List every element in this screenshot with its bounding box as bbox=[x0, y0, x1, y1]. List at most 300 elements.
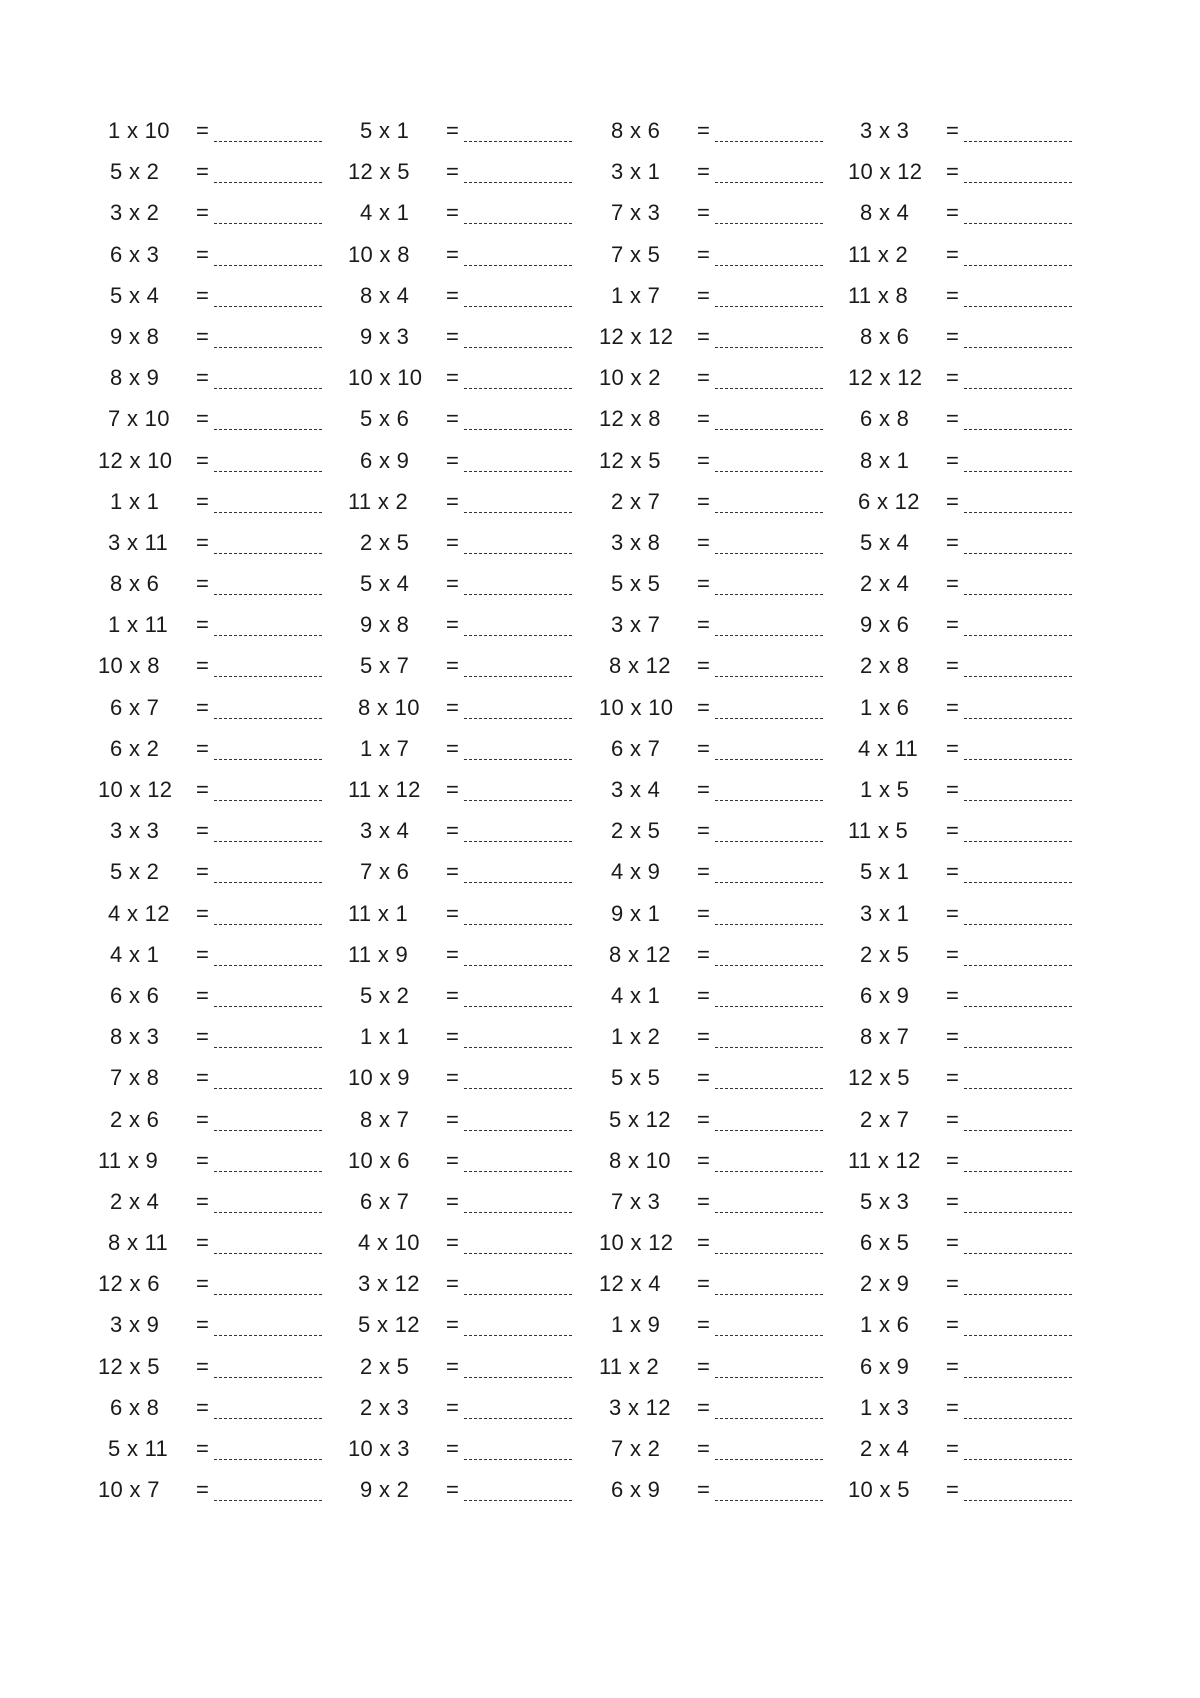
answer-blank[interactable] bbox=[964, 236, 1072, 266]
answer-blank[interactable] bbox=[464, 1306, 572, 1336]
answer-blank[interactable] bbox=[214, 730, 322, 760]
equals-sign: = bbox=[946, 1024, 959, 1050]
answer-blank[interactable] bbox=[715, 1348, 823, 1378]
answer-blank[interactable] bbox=[464, 565, 572, 595]
equals-sign: = bbox=[196, 612, 209, 638]
answer-blank[interactable] bbox=[464, 442, 572, 472]
answer-blank[interactable] bbox=[464, 1430, 572, 1460]
answer-blank[interactable] bbox=[214, 853, 322, 883]
answer-blank[interactable] bbox=[464, 483, 572, 513]
problem-expression: 6 x 3 bbox=[110, 241, 160, 267]
answer-blank[interactable] bbox=[214, 1224, 322, 1254]
answer-blank[interactable] bbox=[964, 277, 1072, 307]
problem-row bbox=[599, 1430, 849, 1471]
equals-sign: = bbox=[446, 859, 459, 885]
answer-blank[interactable] bbox=[464, 977, 572, 1007]
problem-expression: 6 x 6 bbox=[110, 982, 160, 1008]
equals-sign: = bbox=[446, 529, 459, 555]
equals-sign: = bbox=[946, 406, 959, 432]
problem-column-1 bbox=[98, 112, 348, 1512]
equals-sign: = bbox=[946, 200, 959, 226]
equals-sign: = bbox=[697, 1230, 710, 1256]
answer-blank[interactable] bbox=[214, 689, 322, 719]
problem-expression: 5 x 4 bbox=[110, 282, 160, 308]
problem-row bbox=[98, 1430, 348, 1471]
problem-row bbox=[599, 1059, 849, 1100]
problem-row bbox=[848, 936, 1098, 977]
problem-expression: 10 x 5 bbox=[848, 1477, 910, 1503]
answer-blank[interactable] bbox=[964, 483, 1072, 513]
answer-blank[interactable] bbox=[715, 1142, 823, 1172]
equals-sign: = bbox=[697, 365, 710, 391]
answer-blank[interactable] bbox=[964, 1306, 1072, 1336]
equals-sign: = bbox=[196, 488, 209, 514]
problem-row bbox=[848, 1059, 1098, 1100]
answer-blank[interactable] bbox=[715, 1059, 823, 1089]
answer-blank[interactable] bbox=[214, 771, 322, 801]
problem-expression: 10 x 7 bbox=[98, 1477, 160, 1503]
answer-blank[interactable] bbox=[464, 318, 572, 348]
answer-blank[interactable] bbox=[214, 895, 322, 925]
equals-sign: = bbox=[196, 1271, 209, 1297]
answer-blank[interactable] bbox=[964, 1389, 1072, 1419]
answer-blank[interactable] bbox=[964, 1348, 1072, 1378]
answer-blank[interactable] bbox=[214, 1101, 322, 1131]
answer-blank[interactable] bbox=[715, 1471, 823, 1501]
equals-sign: = bbox=[946, 818, 959, 844]
problem-row bbox=[348, 853, 598, 894]
answer-blank[interactable] bbox=[715, 1430, 823, 1460]
equals-sign: = bbox=[446, 941, 459, 967]
answer-blank[interactable] bbox=[214, 936, 322, 966]
answer-blank[interactable] bbox=[715, 565, 823, 595]
problem-expression: 2 x 6 bbox=[110, 1106, 160, 1132]
answer-blank[interactable] bbox=[214, 400, 322, 430]
answer-blank[interactable] bbox=[214, 236, 322, 266]
answer-blank[interactable] bbox=[715, 895, 823, 925]
equals-sign: = bbox=[446, 1353, 459, 1379]
answer-blank[interactable] bbox=[715, 1018, 823, 1048]
problem-expression: 2 x 5 bbox=[360, 529, 410, 555]
equals-sign: = bbox=[446, 1024, 459, 1050]
problem-expression: 11 x 2 bbox=[348, 488, 409, 514]
equals-sign: = bbox=[946, 1106, 959, 1132]
answer-blank[interactable] bbox=[214, 277, 322, 307]
answer-blank[interactable] bbox=[464, 1224, 572, 1254]
answer-blank[interactable] bbox=[964, 895, 1072, 925]
problem-expression: 9 x 2 bbox=[360, 1477, 410, 1503]
problem-expression: 1 x 1 bbox=[360, 1024, 410, 1050]
answer-blank[interactable] bbox=[214, 1183, 322, 1213]
answer-blank[interactable] bbox=[964, 1142, 1072, 1172]
problem-row bbox=[599, 318, 849, 359]
equals-sign: = bbox=[196, 1394, 209, 1420]
answer-blank[interactable] bbox=[715, 359, 823, 389]
answer-blank[interactable] bbox=[214, 318, 322, 348]
problem-expression: 8 x 6 bbox=[110, 571, 160, 597]
problem-expression: 11 x 2 bbox=[848, 241, 909, 267]
answer-blank[interactable] bbox=[964, 359, 1072, 389]
problem-row bbox=[348, 1018, 598, 1059]
equals-sign: = bbox=[946, 488, 959, 514]
equals-sign: = bbox=[697, 900, 710, 926]
answer-blank[interactable] bbox=[715, 689, 823, 719]
problem-row bbox=[98, 442, 348, 483]
answer-blank[interactable] bbox=[715, 1389, 823, 1419]
equals-sign: = bbox=[446, 159, 459, 185]
problem-row bbox=[348, 895, 598, 936]
answer-blank[interactable] bbox=[964, 1224, 1072, 1254]
equals-sign: = bbox=[196, 447, 209, 473]
answer-blank[interactable] bbox=[715, 771, 823, 801]
answer-blank[interactable] bbox=[715, 194, 823, 224]
problem-row bbox=[599, 565, 849, 606]
equals-sign: = bbox=[446, 818, 459, 844]
problem-row bbox=[599, 1348, 849, 1389]
problem-expression: 11 x 9 bbox=[348, 941, 409, 967]
answer-blank[interactable] bbox=[464, 1101, 572, 1131]
answer-blank[interactable] bbox=[214, 565, 322, 595]
answer-blank[interactable] bbox=[715, 977, 823, 1007]
problem-expression: 8 x 12 bbox=[609, 941, 671, 967]
problem-row bbox=[848, 1348, 1098, 1389]
answer-blank[interactable] bbox=[214, 153, 322, 183]
answer-blank[interactable] bbox=[715, 442, 823, 472]
answer-blank[interactable] bbox=[464, 112, 572, 142]
answer-blank[interactable] bbox=[464, 895, 572, 925]
answer-blank[interactable] bbox=[214, 1018, 322, 1048]
answer-blank[interactable] bbox=[464, 1142, 572, 1172]
problem-row bbox=[348, 1224, 598, 1265]
problem-expression: 6 x 9 bbox=[360, 447, 410, 473]
problem-row bbox=[848, 812, 1098, 853]
answer-blank[interactable] bbox=[214, 112, 322, 142]
problem-row bbox=[98, 812, 348, 853]
problem-expression: 9 x 8 bbox=[360, 612, 410, 638]
problem-row bbox=[848, 565, 1098, 606]
problem-expression: 12 x 6 bbox=[98, 1271, 160, 1297]
problem-expression: 12 x 12 bbox=[848, 365, 923, 391]
answer-blank[interactable] bbox=[464, 1471, 572, 1501]
problem-column-2 bbox=[348, 112, 598, 1512]
answer-blank[interactable] bbox=[715, 606, 823, 636]
equals-sign: = bbox=[697, 1353, 710, 1379]
problem-expression: 2 x 9 bbox=[860, 1271, 910, 1297]
answer-blank[interactable] bbox=[464, 153, 572, 183]
answer-blank[interactable] bbox=[214, 977, 322, 1007]
answer-blank[interactable] bbox=[964, 565, 1072, 595]
problem-row bbox=[848, 277, 1098, 318]
equals-sign: = bbox=[697, 1024, 710, 1050]
problem-row bbox=[848, 1389, 1098, 1430]
answer-blank[interactable] bbox=[464, 1059, 572, 1089]
problem-row bbox=[98, 236, 348, 277]
problem-expression: 4 x 10 bbox=[358, 1230, 420, 1256]
problem-row bbox=[848, 442, 1098, 483]
equals-sign: = bbox=[697, 1477, 710, 1503]
answer-blank[interactable] bbox=[214, 1389, 322, 1419]
answer-blank[interactable] bbox=[464, 1018, 572, 1048]
problem-row bbox=[848, 647, 1098, 688]
answer-blank[interactable] bbox=[715, 647, 823, 677]
equals-sign: = bbox=[446, 1477, 459, 1503]
problem-row bbox=[848, 483, 1098, 524]
answer-blank[interactable] bbox=[464, 359, 572, 389]
problem-row bbox=[599, 1306, 849, 1347]
problem-row bbox=[348, 1471, 598, 1512]
equals-sign: = bbox=[196, 1230, 209, 1256]
problem-row bbox=[348, 771, 598, 812]
answer-blank[interactable] bbox=[964, 771, 1072, 801]
problem-expression: 2 x 5 bbox=[611, 818, 661, 844]
problem-row bbox=[848, 1142, 1098, 1183]
answer-blank[interactable] bbox=[715, 1101, 823, 1131]
problem-row bbox=[848, 606, 1098, 647]
answer-blank[interactable] bbox=[964, 1471, 1072, 1501]
answer-blank[interactable] bbox=[214, 524, 322, 554]
problem-row bbox=[348, 112, 598, 153]
equals-sign: = bbox=[946, 1271, 959, 1297]
answer-blank[interactable] bbox=[964, 977, 1072, 1007]
problem-expression: 8 x 1 bbox=[860, 447, 910, 473]
answer-blank[interactable] bbox=[964, 1430, 1072, 1460]
answer-blank[interactable] bbox=[715, 1183, 823, 1213]
problem-expression: 4 x 1 bbox=[611, 982, 661, 1008]
problem-expression: 8 x 11 bbox=[108, 1230, 169, 1256]
answer-blank[interactable] bbox=[964, 1059, 1072, 1089]
answer-blank[interactable] bbox=[715, 277, 823, 307]
answer-blank[interactable] bbox=[214, 1265, 322, 1295]
problem-expression: 11 x 9 bbox=[98, 1147, 159, 1173]
answer-blank[interactable] bbox=[964, 112, 1072, 142]
answer-blank[interactable] bbox=[715, 1224, 823, 1254]
answer-blank[interactable] bbox=[214, 1306, 322, 1336]
answer-blank[interactable] bbox=[964, 318, 1072, 348]
answer-blank[interactable] bbox=[964, 400, 1072, 430]
answer-blank[interactable] bbox=[214, 1348, 322, 1378]
answer-blank[interactable] bbox=[964, 606, 1072, 636]
equals-sign: = bbox=[196, 818, 209, 844]
problem-expression: 3 x 2 bbox=[110, 200, 160, 226]
answer-blank[interactable] bbox=[715, 236, 823, 266]
problem-expression: 2 x 3 bbox=[360, 1394, 410, 1420]
problem-expression: 12 x 10 bbox=[98, 447, 173, 473]
answer-blank[interactable] bbox=[214, 359, 322, 389]
problem-row bbox=[348, 977, 598, 1018]
equals-sign: = bbox=[697, 447, 710, 473]
problem-column-3 bbox=[599, 112, 849, 1512]
problem-expression: 11 x 12 bbox=[348, 777, 421, 802]
problem-expression: 5 x 12 bbox=[358, 1312, 420, 1338]
answer-blank[interactable] bbox=[464, 647, 572, 677]
equals-sign: = bbox=[446, 777, 459, 802]
problem-row bbox=[98, 730, 348, 771]
answer-blank[interactable] bbox=[964, 1018, 1072, 1048]
equals-sign: = bbox=[196, 900, 209, 926]
problem-row bbox=[848, 359, 1098, 400]
problem-row bbox=[848, 730, 1098, 771]
answer-blank[interactable] bbox=[964, 1101, 1072, 1131]
answer-blank[interactable] bbox=[464, 1389, 572, 1419]
problem-expression: 1 x 9 bbox=[611, 1312, 661, 1338]
problem-row bbox=[599, 689, 849, 730]
equals-sign: = bbox=[697, 694, 710, 720]
equals-sign: = bbox=[697, 982, 710, 1008]
problem-row bbox=[98, 853, 348, 894]
problem-row bbox=[348, 1142, 598, 1183]
equals-sign: = bbox=[946, 118, 959, 143]
equals-sign: = bbox=[446, 365, 459, 391]
equals-sign: = bbox=[946, 447, 959, 473]
problem-expression: 12 x 8 bbox=[599, 406, 661, 432]
answer-blank[interactable] bbox=[214, 1059, 322, 1089]
equals-sign: = bbox=[697, 941, 710, 967]
answer-blank[interactable] bbox=[964, 689, 1072, 719]
answer-blank[interactable] bbox=[964, 1265, 1072, 1295]
problem-row bbox=[348, 647, 598, 688]
problem-row bbox=[848, 153, 1098, 194]
answer-blank[interactable] bbox=[715, 112, 823, 142]
answer-blank[interactable] bbox=[715, 153, 823, 183]
equals-sign: = bbox=[946, 1436, 959, 1461]
answer-blank[interactable] bbox=[715, 1265, 823, 1295]
answer-blank[interactable] bbox=[964, 1183, 1072, 1213]
equals-sign: = bbox=[196, 241, 209, 267]
answer-blank[interactable] bbox=[214, 1142, 322, 1172]
answer-blank[interactable] bbox=[715, 730, 823, 760]
problem-row bbox=[348, 812, 598, 853]
answer-blank[interactable] bbox=[464, 1265, 572, 1295]
equals-sign: = bbox=[697, 1106, 710, 1132]
problem-row bbox=[98, 936, 348, 977]
equals-sign: = bbox=[446, 735, 459, 761]
answer-blank[interactable] bbox=[464, 1183, 572, 1213]
problem-row bbox=[848, 318, 1098, 359]
equals-sign: = bbox=[446, 406, 459, 432]
problem-row bbox=[98, 1306, 348, 1347]
answer-blank[interactable] bbox=[214, 812, 322, 842]
problem-expression: 8 x 7 bbox=[360, 1106, 410, 1132]
answer-blank[interactable] bbox=[464, 194, 572, 224]
answer-blank[interactable] bbox=[715, 318, 823, 348]
problem-expression: 8 x 6 bbox=[611, 118, 661, 143]
answer-blank[interactable] bbox=[964, 442, 1072, 472]
equals-sign: = bbox=[946, 653, 959, 679]
problem-expression: 12 x 12 bbox=[599, 323, 674, 349]
answer-blank[interactable] bbox=[464, 853, 572, 883]
answer-blank[interactable] bbox=[464, 400, 572, 430]
problem-expression: 8 x 10 bbox=[358, 694, 420, 720]
problem-expression: 3 x 3 bbox=[110, 818, 160, 844]
answer-blank[interactable] bbox=[214, 1471, 322, 1501]
answer-blank[interactable] bbox=[464, 1348, 572, 1378]
answer-blank[interactable] bbox=[964, 812, 1072, 842]
answer-blank[interactable] bbox=[214, 483, 322, 513]
answer-blank[interactable] bbox=[964, 730, 1072, 760]
problem-expression: 4 x 9 bbox=[611, 859, 661, 885]
problem-row bbox=[98, 1018, 348, 1059]
answer-blank[interactable] bbox=[964, 647, 1072, 677]
problem-expression: 9 x 1 bbox=[611, 900, 661, 926]
problem-expression: 1 x 7 bbox=[611, 282, 661, 308]
equals-sign: = bbox=[446, 282, 459, 308]
answer-blank[interactable] bbox=[464, 812, 572, 842]
equals-sign: = bbox=[697, 1394, 710, 1420]
answer-blank[interactable] bbox=[715, 400, 823, 430]
problem-expression: 1 x 3 bbox=[860, 1394, 910, 1420]
answer-blank[interactable] bbox=[464, 936, 572, 966]
equals-sign: = bbox=[446, 900, 459, 926]
equals-sign: = bbox=[196, 365, 209, 391]
problem-row bbox=[348, 524, 598, 565]
answer-blank[interactable] bbox=[214, 606, 322, 636]
equals-sign: = bbox=[697, 735, 710, 761]
equals-sign: = bbox=[697, 529, 710, 555]
answer-blank[interactable] bbox=[464, 606, 572, 636]
problem-row bbox=[98, 1224, 348, 1265]
equals-sign: = bbox=[446, 1271, 459, 1297]
problem-expression: 6 x 7 bbox=[110, 694, 160, 720]
problem-expression: 5 x 11 bbox=[108, 1436, 169, 1461]
answer-blank[interactable] bbox=[214, 1430, 322, 1460]
answer-blank[interactable] bbox=[715, 524, 823, 554]
answer-blank[interactable] bbox=[464, 689, 572, 719]
problem-expression: 1 x 6 bbox=[860, 1312, 910, 1338]
answer-blank[interactable] bbox=[964, 194, 1072, 224]
problem-expression: 3 x 1 bbox=[611, 159, 661, 185]
problem-row bbox=[599, 1101, 849, 1142]
equals-sign: = bbox=[446, 447, 459, 473]
equals-sign: = bbox=[446, 982, 459, 1008]
answer-blank[interactable] bbox=[715, 936, 823, 966]
answer-blank[interactable] bbox=[464, 277, 572, 307]
problem-row bbox=[599, 1018, 849, 1059]
equals-sign: = bbox=[946, 941, 959, 967]
answer-blank[interactable] bbox=[715, 812, 823, 842]
problem-expression: 5 x 12 bbox=[609, 1106, 671, 1132]
equals-sign: = bbox=[196, 694, 209, 720]
equals-sign: = bbox=[196, 1106, 209, 1132]
problem-expression: 7 x 5 bbox=[611, 241, 661, 267]
problem-row bbox=[98, 977, 348, 1018]
answer-blank[interactable] bbox=[715, 1306, 823, 1336]
problem-expression: 10 x 9 bbox=[348, 1065, 410, 1091]
answer-blank[interactable] bbox=[964, 153, 1072, 183]
answer-blank[interactable] bbox=[464, 524, 572, 554]
answer-blank[interactable] bbox=[214, 194, 322, 224]
problem-row bbox=[848, 689, 1098, 730]
answer-blank[interactable] bbox=[464, 771, 572, 801]
equals-sign: = bbox=[946, 859, 959, 885]
problem-expression: 3 x 12 bbox=[609, 1394, 671, 1420]
answer-blank[interactable] bbox=[715, 483, 823, 513]
problem-row bbox=[348, 1101, 598, 1142]
equals-sign: = bbox=[697, 323, 710, 349]
answer-blank[interactable] bbox=[964, 936, 1072, 966]
answer-blank[interactable] bbox=[464, 730, 572, 760]
problem-row bbox=[348, 606, 598, 647]
problem-row bbox=[848, 112, 1098, 153]
answer-blank[interactable] bbox=[214, 647, 322, 677]
answer-blank[interactable] bbox=[214, 442, 322, 472]
answer-blank[interactable] bbox=[964, 524, 1072, 554]
answer-blank[interactable] bbox=[964, 853, 1072, 883]
problem-expression: 6 x 2 bbox=[110, 735, 160, 761]
problem-expression: 4 x 11 bbox=[858, 735, 919, 761]
equals-sign: = bbox=[946, 735, 959, 761]
answer-blank[interactable] bbox=[715, 853, 823, 883]
answer-blank[interactable] bbox=[464, 236, 572, 266]
